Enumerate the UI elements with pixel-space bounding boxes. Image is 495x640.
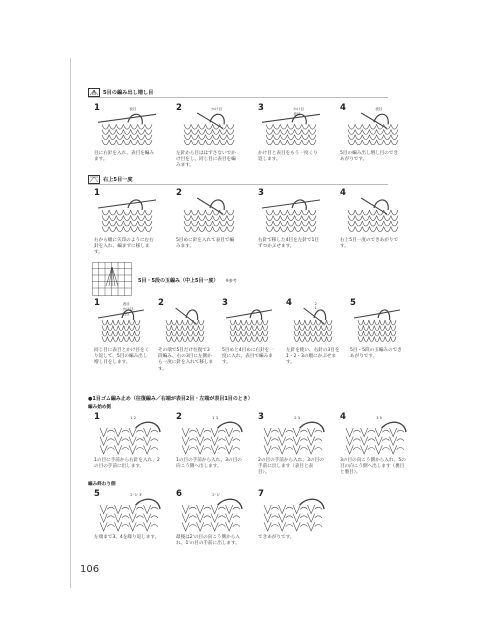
illustration-label: 表目 xyxy=(129,107,137,111)
illustration-label: かけ目 xyxy=(211,107,222,111)
step-caption: 右から順に矢印のようにむ右針を入れ、編まずに移します。 xyxy=(94,238,154,256)
knitting-illustration xyxy=(96,111,160,153)
section-title: 5目の編み出し増し目 xyxy=(88,88,153,97)
knitting-illustration xyxy=(260,497,326,537)
knitting-illustration xyxy=(178,196,242,240)
step-caption: その端で5目だけ往復で3段編み、右の3目に左側から一度に針を入れて移します。 xyxy=(158,348,214,372)
step-number: 2 xyxy=(176,103,182,113)
knitting-illustration xyxy=(342,111,406,153)
page-number: 106 xyxy=(80,564,100,575)
step-caption: 右針で移した4目を左針で1目ずつかぶせます。 xyxy=(258,238,319,250)
section-rule xyxy=(88,97,388,98)
knitting-illustration xyxy=(96,420,162,460)
step-number: 5 xyxy=(350,298,356,308)
step-number: 2 xyxy=(158,298,164,308)
step-number: 3 xyxy=(258,412,264,422)
illustration-label: 2 1 xyxy=(314,302,317,310)
step-number: 3 xyxy=(222,298,228,308)
step-caption: 目に右針を入れ、表目を編みます。 xyxy=(94,151,154,163)
step-number: 5 xyxy=(94,489,100,499)
knitting-illustration xyxy=(352,306,404,350)
step-caption: 2の目の手前から入れ、3の目の手前に出します（表目と表目）。 xyxy=(258,458,324,476)
step-caption: 左針から目ははずさないでかけ目をし、同じ目に表目を編みます。 xyxy=(176,151,236,169)
step-number: 1 xyxy=(94,103,100,113)
step-number: 1 xyxy=(94,188,100,198)
knitting-illustration xyxy=(260,420,326,460)
section-title: ●1目ゴム編み止め（往復編み／右端が表目2目・左端が表目1目のとき） xyxy=(88,396,253,402)
illustration-label: 3 5 xyxy=(376,416,383,420)
step-caption: 右上5目一度のできあがりです。 xyxy=(340,238,399,250)
illustration-label: 1 3 xyxy=(212,416,219,420)
page-margin-line xyxy=(70,58,71,588)
step-caption: 左針を使い、右針の3目を1・2・3の順にかぶせます。 xyxy=(286,348,340,366)
subheading-start: 編み始め側 xyxy=(88,405,111,410)
knitting-illustration xyxy=(178,111,242,153)
step-caption: 5目めと4目めに右針を一度に入れ、表目で編みます。 xyxy=(222,348,274,366)
step-number: 3 xyxy=(258,103,264,113)
step-number: 4 xyxy=(340,103,346,113)
illustration-label: 1 2 xyxy=(130,416,137,420)
step-caption: できあがりです。 xyxy=(258,535,295,540)
step-caption: 最後は2'の目の向こう側から入れ、1'の目の手前に出します。 xyxy=(176,535,240,547)
subheading-end: 編み終わり側 xyxy=(88,482,116,487)
step-number: 4 xyxy=(340,412,346,422)
knitting-illustration xyxy=(96,196,160,240)
step-number: 3 xyxy=(258,188,264,198)
step-caption: 1の目に手前から右針を入れ、2の目の手前に出します。 xyxy=(94,458,160,470)
step-number: 1 xyxy=(94,412,100,422)
step-number: 6 xyxy=(176,489,182,499)
step-caption: 同じ目に表目とかけ目をくり返して、5目の編み出し増し目をします。 xyxy=(94,348,150,366)
knitting-illustration xyxy=(260,111,324,153)
knitting-illustration xyxy=(178,420,244,460)
right-5-together-icon xyxy=(88,175,100,184)
step-number: 7 xyxy=(258,489,264,499)
illustration-label: 2' 1' xyxy=(212,493,220,497)
step-caption: 5目の編み出し増し目のできあがりです。 xyxy=(340,151,399,163)
illustration-label: 2' 1' 3' xyxy=(130,493,143,497)
knitting-illustration xyxy=(160,306,212,350)
knitting-illustration xyxy=(178,497,244,537)
step-number: 1 xyxy=(94,298,100,308)
step-number: 2 xyxy=(176,412,182,422)
illustration-label: 表目 xyxy=(375,107,383,111)
step-caption: 1の目の手前から入れ、3の目の向こう側へ出します。 xyxy=(176,458,242,470)
knitting-illustration xyxy=(260,196,324,240)
step-caption: 左端まで3、4を繰り返します。 xyxy=(94,535,160,540)
knitting-illustration xyxy=(96,497,162,537)
step-number: 2 xyxy=(176,188,182,198)
knitting-illustration xyxy=(224,306,276,350)
step-caption: かけ目と表目をもう一度くり返します。 xyxy=(258,151,318,163)
section-title: 右上5目一度 xyxy=(88,175,133,184)
illustration-label: 表目 かけ目 表目 xyxy=(122,302,134,316)
knitting-illustration xyxy=(288,306,340,350)
step-number: 4 xyxy=(286,298,292,308)
illustration-label: かけ目 表目 xyxy=(293,107,304,116)
increase-5-from-1-icon xyxy=(88,88,100,97)
step-caption: 5目めに針を入れて表目で編みます。 xyxy=(176,238,235,250)
bobble-chart-icon xyxy=(92,262,132,300)
section-rule xyxy=(88,184,388,185)
step-caption: 3の目の向こう側から入れ、5の目の向こう側へ出します（裏目と裏目）。 xyxy=(340,458,406,476)
step-caption: 5目・5段の玉編みのできあがりです。 xyxy=(350,348,402,360)
illustration-label: 2 3 xyxy=(294,416,301,420)
knitting-illustration xyxy=(342,196,406,240)
section-title: 5目・5段の玉編み（中上5目一度） ※参考 xyxy=(138,277,237,284)
knitting-illustration xyxy=(342,420,408,460)
step-number: 4 xyxy=(340,188,346,198)
